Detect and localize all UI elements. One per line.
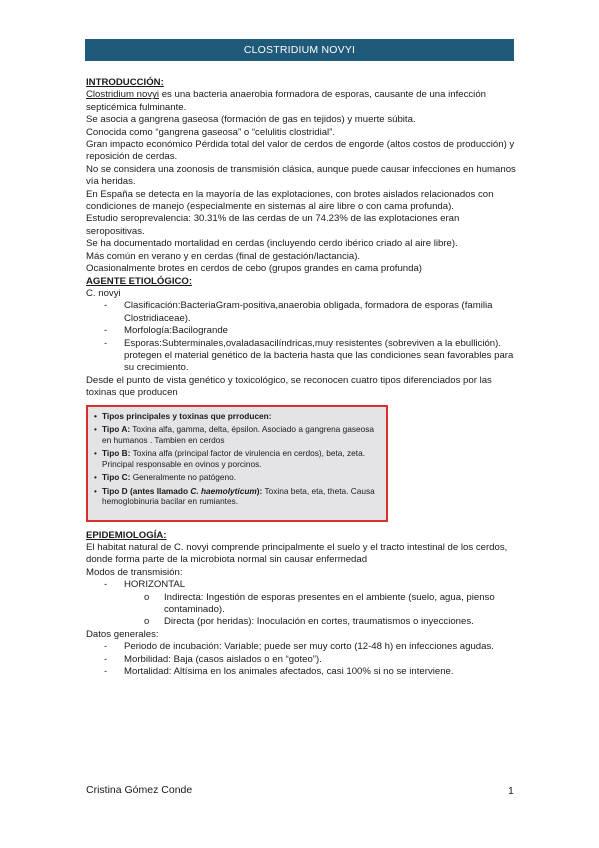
- toxin-type-b: [94, 448, 380, 469]
- intro-first-rest: es una bacteria anaerobia formadora de esporas, causante de una infección septicémica fulminante.: [86, 89, 486, 113]
- general-label: Datos generales:: [86, 628, 159, 640]
- agent-item: - Esporas:Subterminales,ovaladasacilíndricas,muy resistentes (sobreviven a la ebullición). protegen el material genético de la bacteria hasta que las condiciones sean favorables para su crecimiento.: [86, 338, 516, 375]
- intro-line: No se considera una zoonosis de transmisión clásica, aunque puede causar infecciones en humanos vía heridas.: [86, 163, 516, 188]
- page-number: 1: [508, 785, 514, 797]
- modes-label: Modos de transmisión:: [86, 566, 183, 578]
- epidemiology-heading: EPIDEMIOLOGÍA:: [86, 529, 167, 541]
- general-item: - Morbilidad: Baja (casos aislados o en “goteo”).: [86, 654, 516, 666]
- toxin-type-label: Tipo D (antes llamado: [102, 485, 191, 496]
- toxin-box-title-text: Tipos principales y toxinas que prroducen:: [102, 410, 272, 421]
- species-term: Clostridium novyi: [86, 89, 160, 101]
- toxin-box-title: [94, 411, 380, 422]
- intro-line: Gran impacto económico Pérdida total del valor de cerdos de engorde (altos costos de producción) y reposición de cerdas.: [86, 139, 515, 163]
- intro-heading: INTRODUCCIÓN:: [86, 77, 164, 88]
- toxin-type-label: Tipo C:: [102, 472, 131, 483]
- intro-line: Ocasionalmente brotes en cerdos de cebo (grupos grandes en cama profunda): [86, 263, 422, 275]
- toxin-type-a: [94, 424, 380, 445]
- toxin-type-label: Tipo A:: [102, 424, 131, 435]
- toxin-type-text: Toxina beta, eta, theta. Causa hemoglobinuria bacilar en rumiantes.: [102, 485, 375, 507]
- toxin-type-italic: C. haemolyticum: [190, 485, 257, 496]
- route-item: o Indirecta: Ingestión de esporas presentes en el ambiente (suelo, agua, pienso contaminado).: [86, 592, 516, 617]
- page-title-banner: [85, 39, 514, 61]
- toxin-type-text: Generalmente no patógeno.: [130, 472, 237, 483]
- page-title: CLOSTRIDIUM NOVYI: [243, 44, 356, 56]
- horizontal-label: - HORIZONTAL: [86, 579, 516, 591]
- intro-paragraph: [86, 89, 516, 114]
- toxin-type-label: Tipo B:: [102, 448, 131, 459]
- general-item: - Mortalidad: Altísima en los animales afectados, casi 100% si no se interviene.: [86, 666, 516, 678]
- agent-item: - Morfología:Bacilogrande: [86, 325, 516, 337]
- toxin-type-label-end: ):: [256, 485, 263, 496]
- route-item: o Directa (por heridas): Inoculación en cortes, traumatismos o inyecciones.: [86, 616, 516, 628]
- toxin-types-box: [86, 405, 388, 522]
- intro-line: En España se detecta en la mayoría de las explotaciones, con brotes aislados relacionados con condiciones de manejo (especialmente en sistemas al aire libre o con cama profunda).: [86, 188, 494, 213]
- toxin-type-d: [94, 486, 380, 507]
- intro-line: Se ha documentado mortalidad en cerdas (incluyendo cerdo ibérico criado al aire libre).: [86, 238, 458, 250]
- footer-author: Cristina Gómez Conde: [86, 784, 193, 796]
- agent-after: Desde el punto de vista genético y toxicológico, se reconocen cuatro tipos diferenciados por las toxinas que producen: [86, 374, 492, 399]
- intro-line: Conocida como “gangrena gaseosa” o “celulitis clostridial”.: [86, 126, 336, 138]
- agent-item: - Clasificación:BacteriaGram-positiva,anaerobia obligada, formadora de esporas (familia Clostridiaceae).: [86, 300, 516, 325]
- intro-line: Más común en verano y en cerdas (final de gestación/lactancia).: [86, 250, 361, 262]
- intro-line: Estudio seroprevalencia: 30.31% de las cerdas de un 74.23% de las explotaciones eran seropositivas.: [86, 213, 460, 237]
- general-item: - Periodo de incubación: Variable; puede ser muy corto (12-48 h) en infecciones agudas.: [86, 641, 516, 653]
- habitat-text: El habitat natural de C. novyi comprende principalmente el suelo y el tracto intestinal de los cerdos, donde forma parte de la microbiota normal sin causar enfermedad: [86, 541, 508, 566]
- toxin-type-text: Toxina alfa, gamma, delta, épsilon. Asociado a gangrena gaseosa en humanos . Tambien en cerdos: [102, 424, 374, 445]
- toxin-type-text: Toxina alfa (principal factor de virulencia en cerdos), beta, zeta. Principal responsable en ovinos y porcinos.: [102, 448, 366, 469]
- document-body: [86, 77, 516, 678]
- toxin-type-c: [94, 472, 380, 483]
- agent-heading: AGENTE ETIOLÓGICO:: [86, 275, 193, 287]
- agent-name: C. novyi: [86, 287, 121, 299]
- intro-line: Se asocia a gangrena gaseosa (formación de gas en tejidos) y muerte súbita.: [86, 114, 416, 126]
